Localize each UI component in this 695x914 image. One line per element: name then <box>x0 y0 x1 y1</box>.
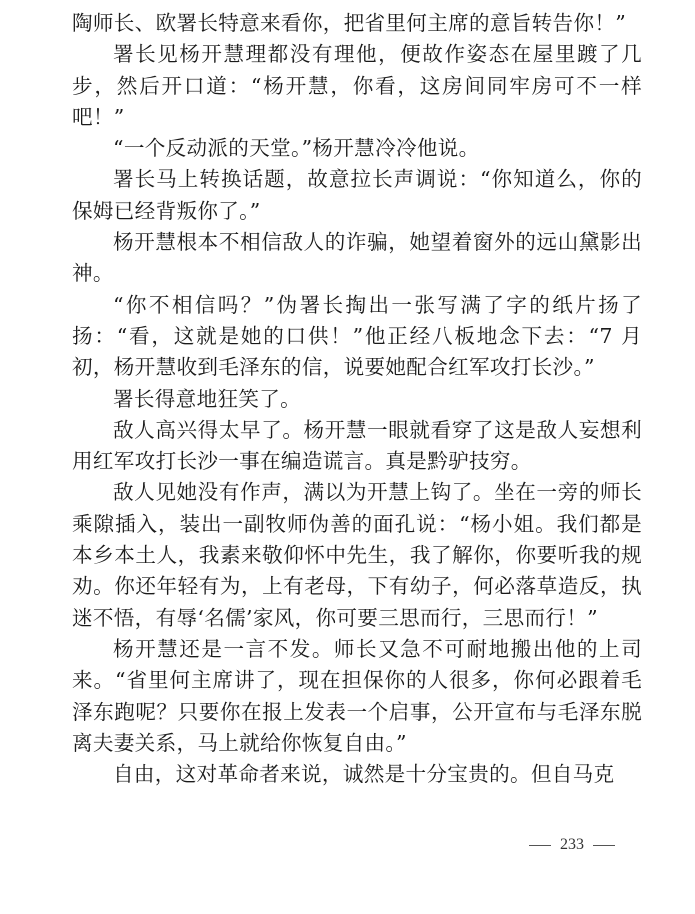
paragraph: 杨开慧根本不相信敌人的诈骗，她望着窗外的远山黛影出神。 <box>72 230 642 286</box>
page-footer <box>520 836 660 854</box>
paragraph: 杨开慧还是一言不发。师长又急不可耐地搬出他的上司来。“省里何主席讲了，现在担保你的人很多，你何必跟着毛泽东跑呢？只要你在报上发表一个启事，公开宣布与毛泽东脱离夫妻关系，马上就给你恢复自由。” <box>72 636 642 755</box>
paragraph: 自由，这对革命者来说，诚然是十分宝贵的。但自马克 <box>113 762 615 787</box>
footer-dash-left <box>529 845 551 846</box>
page-body <box>72 8 642 790</box>
paragraph: 署长见杨开慧理都没有理他，便故作姿态在屋里踱了几步，然后开口道：“杨开慧，你看，这房间同牢房可不一样吧！” <box>72 42 642 129</box>
footer-dash-right <box>593 845 615 846</box>
page-number: 233 <box>560 836 584 853</box>
paragraph: 陶师长、欧署长特意来看你，把省里何主席的意旨转告你！” <box>72 11 627 35</box>
paragraph: 敌人见她没有作声，满以为开慧上钩了。坐在一旁的师长乘隙插入，装出一副牧师伪善的面孔说：“杨小姐。我们都是本乡本土人，我素来敬仰怀中先生，我了解你，你要听我的规劝。你还年轻有为，上有老母，下有幼子，何必落草造反，执迷不悟，有辱‘名儒’家风，你可要三思而行，三思而行！” <box>72 480 642 630</box>
paragraph: 署长马上转换话题，故意拉长声调说：“你知道么，你的保姆已经背叛你了。” <box>72 167 642 223</box>
paragraph: “一个反动派的天堂。”杨开慧冷冷他说。 <box>113 136 480 161</box>
paragraph: 署长得意地狂笑了。 <box>113 386 302 411</box>
paragraph: “你不相信吗？”伪署长掏出一张写满了字的纸片扬了扬：“看，这就是她的口供！”他正经八板地念下去：“7 月初，杨开慧收到毛泽东的信，说要她配合红军攻打长沙。” <box>72 292 642 380</box>
paragraph: 敌人高兴得太早了。杨开慧一眼就看穿了这是敌人妄想利用红军攻打长沙一事在编造谎言。真是黔驴技穷。 <box>72 417 642 474</box>
